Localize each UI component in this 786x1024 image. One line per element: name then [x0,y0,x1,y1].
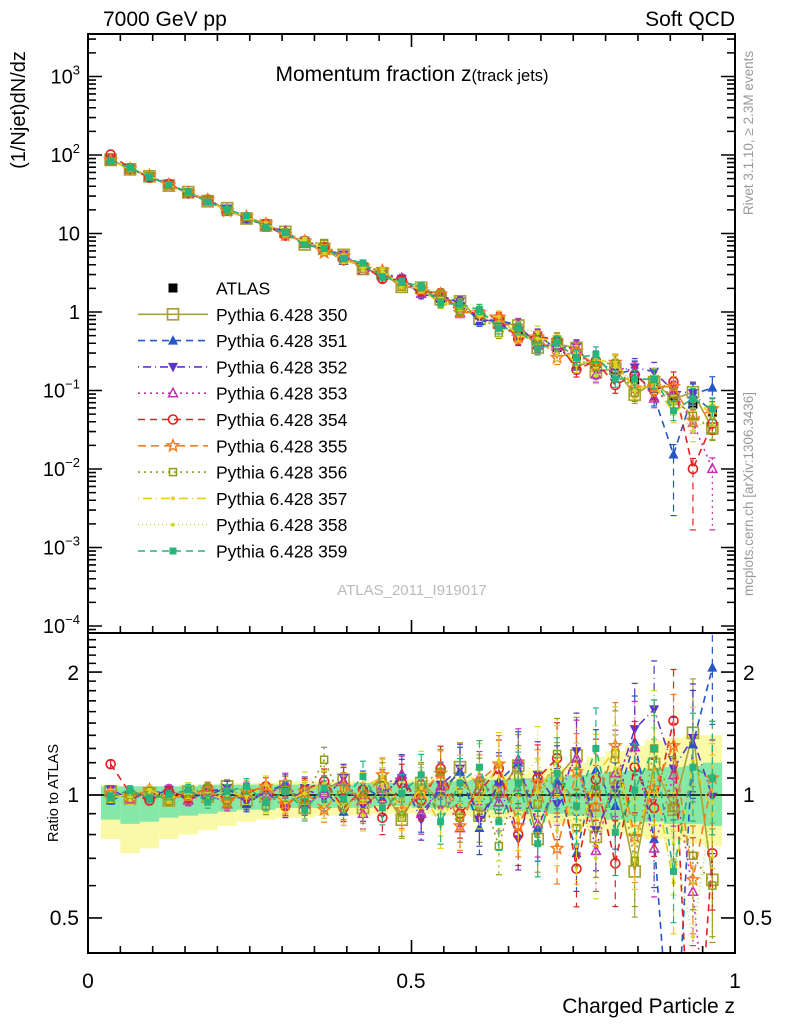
legend-item-Pythia-6.428-358 [138,515,347,535]
main-y-tick-label: $10^{-2}$ [42,455,80,481]
legend-label: Pythia 6.428 357 [216,488,348,509]
main-y-tick-labels [43,63,80,639]
beam-energy-label: 7000 GeV pp [103,8,227,31]
main-y-tick-label: $10^3$ [50,62,80,89]
main-y-tick-label: $10^{-4}$ [42,612,80,638]
x-tick-05: 0.5 [396,970,426,993]
legend-item-Pythia-6.428-351 [138,331,347,351]
main-y-axis-title: (1/Njet)dN/dz [8,51,30,169]
legend-item-Pythia-6.428-354 [138,410,348,430]
chart-render-root [43,34,735,1024]
legend-item-Pythia-6.428-352 [138,357,347,377]
legend-label: Pythia 6.428 358 [216,515,348,536]
main-y-tick-label: 1 [68,302,80,324]
legend-item-Pythia-6.428-355 [138,436,347,456]
plot-title: Momentum fraction z(track jets) [275,63,549,86]
legend-item-ATLAS [169,279,271,299]
process-group-label: Soft QCD [645,8,735,31]
legend-label: Pythia 6.428 356 [216,462,348,483]
ratio-y-axis-title: Ratio to ATLAS [46,743,62,843]
ratio-tick-05-left: 0.5 [49,907,79,930]
legend [138,279,348,562]
legend-item-Pythia-6.428-356 [138,463,347,483]
legend-label: Pythia 6.428 353 [216,383,348,404]
main-y-tick-label: $10^{-3}$ [42,533,80,560]
ratio-tick-1-left: 1 [67,784,79,807]
series-main-Pythia-6.428-354 [106,150,717,530]
legend-item-Pythia-6.428-350 [138,305,348,325]
legend-label: Pythia 6.428 351 [216,331,348,352]
ratio-tick-2-left: 2 [67,662,79,685]
series-main-Pythia-6.428-351 [106,156,718,516]
ratio-tick-1-right: 1 [743,784,755,807]
legend-label: Pythia 6.428 354 [216,410,348,430]
series-main-Pythia-6.428-353 [106,155,717,530]
x-tick-1: 1 [729,970,741,993]
legend-item-Pythia-6.428-357 [138,489,347,509]
legend-item-Pythia-6.428-359 [138,542,347,562]
main-y-tick-label: 10 [57,223,80,246]
legend-label: ATLAS [216,278,271,299]
mcplots-arxiv-note: mcplots.cern.ch [arXiv:1306.3436] [741,391,756,597]
series-main-Pythia-6.428-356 [107,158,716,441]
ratio-tick-2-right: 2 [743,662,755,685]
series-main-Pythia-6.428-357 [108,159,716,426]
ratio-tick-05-right: 0.5 [743,907,773,930]
legend-label: Pythia 6.428 350 [216,304,348,325]
main-y-tick-label: $10^{-1}$ [42,376,80,403]
legend-label: Pythia 6.428 355 [216,436,348,457]
legend-label: Pythia 6.428 359 [216,541,348,562]
series-main-Pythia-6.428-355 [105,154,718,431]
x-axis-title: Charged Particle z [562,995,735,1018]
series-main-Pythia-6.428-358 [108,158,716,442]
legend-label: Pythia 6.428 352 [216,357,348,378]
analysis-id-watermark: ATLAS_2011_I919017 [337,582,487,599]
legend-item-Pythia-6.428-353 [138,384,347,404]
x-tick-0: 0 [82,970,94,993]
rivet-version-note: Rivet 3.1.10, ≥ 2.3M events [741,50,756,216]
main-y-tick-label: $10^2$ [50,141,80,167]
